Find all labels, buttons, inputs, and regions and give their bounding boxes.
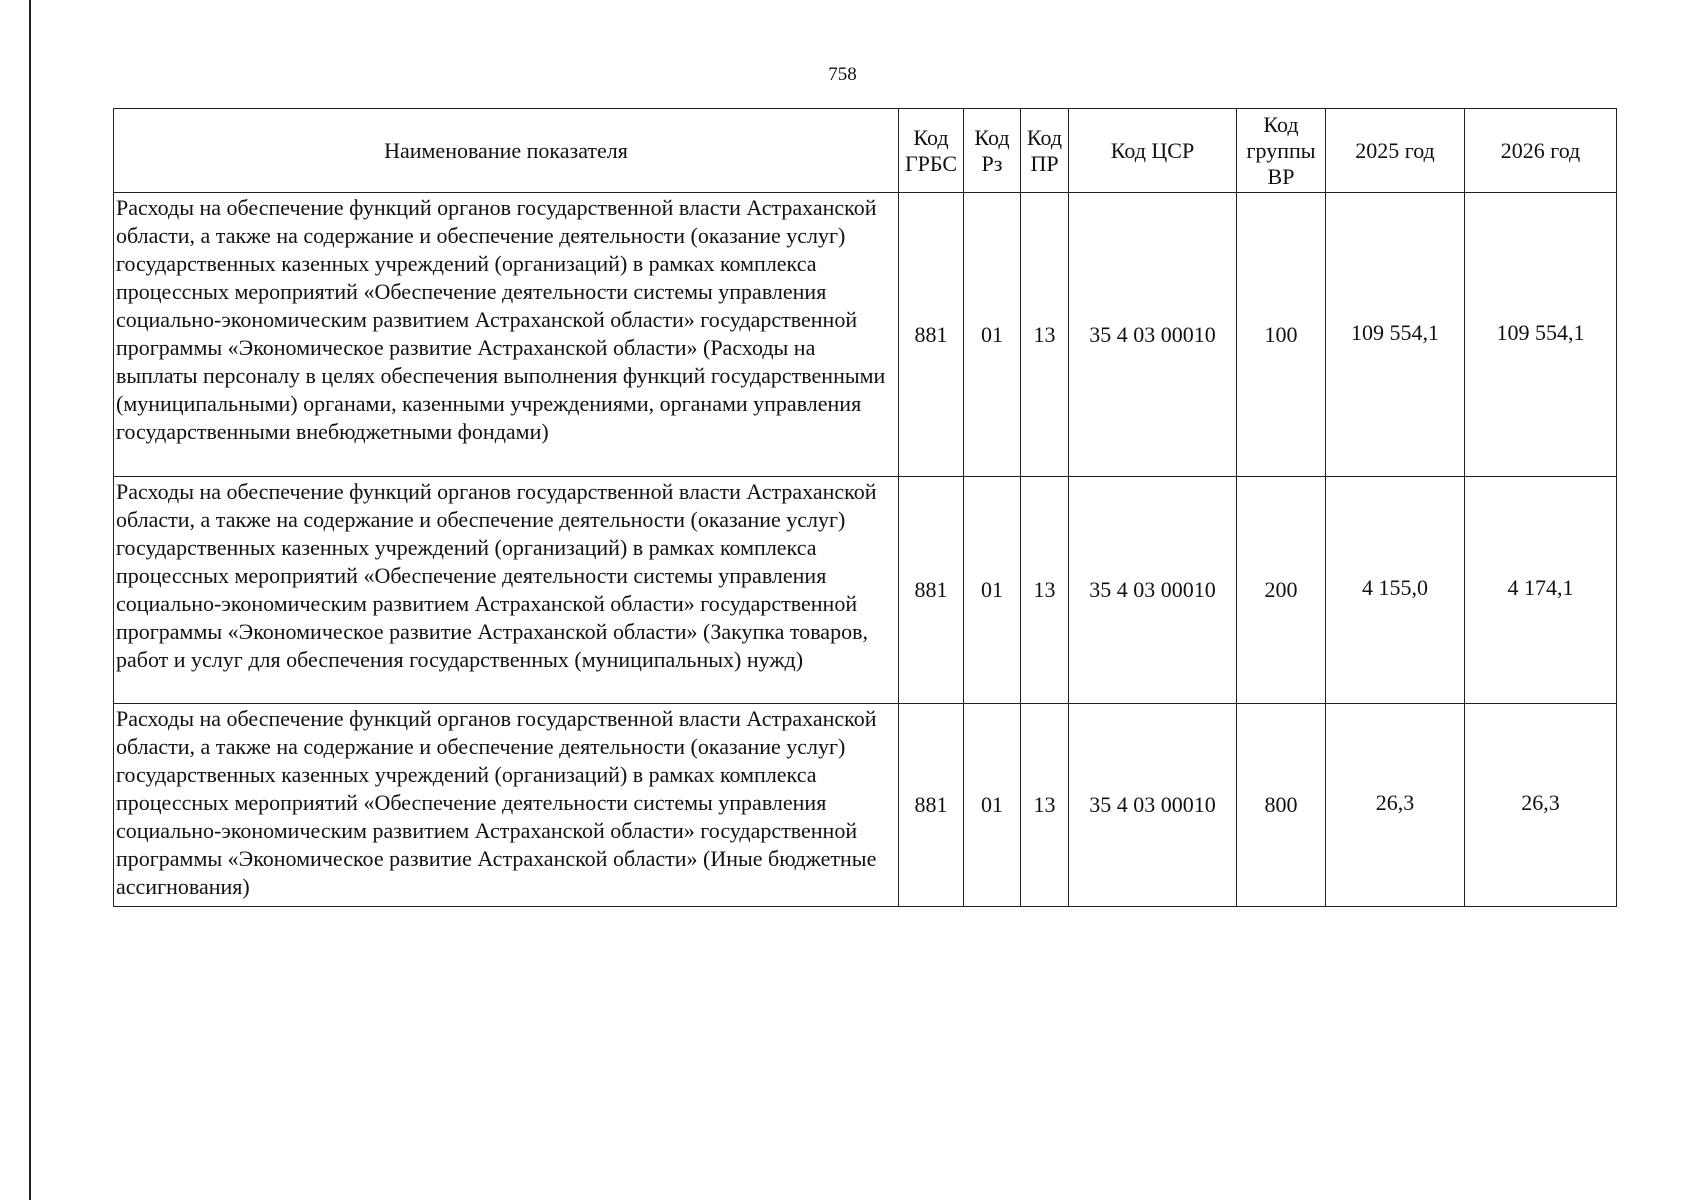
row-pr: 13 [1021, 193, 1069, 477]
table-row [114, 477, 1617, 704]
header-rz: Код Рз [964, 109, 1021, 193]
row-vr: 200 [1237, 477, 1326, 704]
row-grbs: 881 [899, 704, 964, 907]
row-grbs: 881 [899, 477, 964, 704]
row-name: Расходы на обеспечение функций органов государственной власти Астраханской области, а также на содержание и обеспечение деятельности (оказание услуг) государственных казенных учреждений (организаций) в рамках комплекса процессных мероприятий «Обеспечение деятельности системы управления социально-экономическим развитием Астраханской области» государственной программы «Экономическое развитие Астраханской области» (Иные бюджетные ассигнования) [114, 704, 899, 907]
row-vr: 800 [1237, 704, 1326, 907]
header-csr: Код ЦСР [1069, 109, 1237, 193]
row-csr: 35 4 03 00010 [1069, 704, 1237, 907]
row-pr: 13 [1021, 704, 1069, 907]
row-year-2026: 26,3 [1465, 704, 1617, 907]
table-header-row [114, 109, 1617, 193]
row-csr: 35 4 03 00010 [1069, 193, 1237, 477]
row-pr: 13 [1021, 477, 1069, 704]
row-vr: 100 [1237, 193, 1326, 477]
header-vr: Код группы ВР [1237, 109, 1326, 193]
budget-table [113, 108, 1617, 907]
table-row [114, 704, 1617, 907]
row-csr: 35 4 03 00010 [1069, 477, 1237, 704]
header-year-2026: 2026 год [1465, 109, 1617, 193]
binding-margin-line [29, 0, 31, 1200]
table-row [114, 193, 1617, 477]
row-rz: 01 [964, 193, 1021, 477]
header-year-2025: 2025 год [1326, 109, 1465, 193]
page-number-text: 758 [828, 64, 857, 85]
row-year-2025: 26,3 [1326, 704, 1465, 907]
row-year-2025: 109 554,1 [1326, 193, 1465, 477]
header-name: Наименование показателя [114, 109, 899, 193]
header-grbs: Код ГРБС [899, 109, 964, 193]
row-grbs: 881 [899, 193, 964, 477]
row-year-2026: 4 174,1 [1465, 477, 1617, 704]
row-rz: 01 [964, 704, 1021, 907]
row-rz: 01 [964, 477, 1021, 704]
header-pr: Код ПР [1021, 109, 1069, 193]
row-year-2025: 4 155,0 [1326, 477, 1465, 704]
row-name: Расходы на обеспечение функций органов государственной власти Астраханской области, а также на содержание и обеспечение деятельности (оказание услуг) государственных казенных учреждений (организаций) в рамках комплекса процессных мероприятий «Обеспечение деятельности системы управления социально-экономическим развитием Астраханской области» государственной программы «Экономическое развитие Астраханской области» (Закупка товаров, работ и услуг для обеспечения государственных (муниципальных) нужд) [114, 477, 899, 704]
page-number [0, 64, 1697, 86]
row-year-2026: 109 554,1 [1465, 193, 1617, 477]
row-name: Расходы на обеспечение функций органов государственной власти Астраханской области, а также на содержание и обеспечение деятельности (оказание услуг) государственных казенных учреждений (организаций) в рамках комплекса процессных мероприятий «Обеспечение деятельности системы управления социально-экономическим развитием Астраханской области» государственной программы «Экономическое развитие Астраханской области» (Расходы на выплаты персоналу в целях обеспечения выполнения функций государственными (муниципальными) органами, казенными учреждениями, органами управления государственными внебюджетными фондами) [114, 193, 899, 477]
